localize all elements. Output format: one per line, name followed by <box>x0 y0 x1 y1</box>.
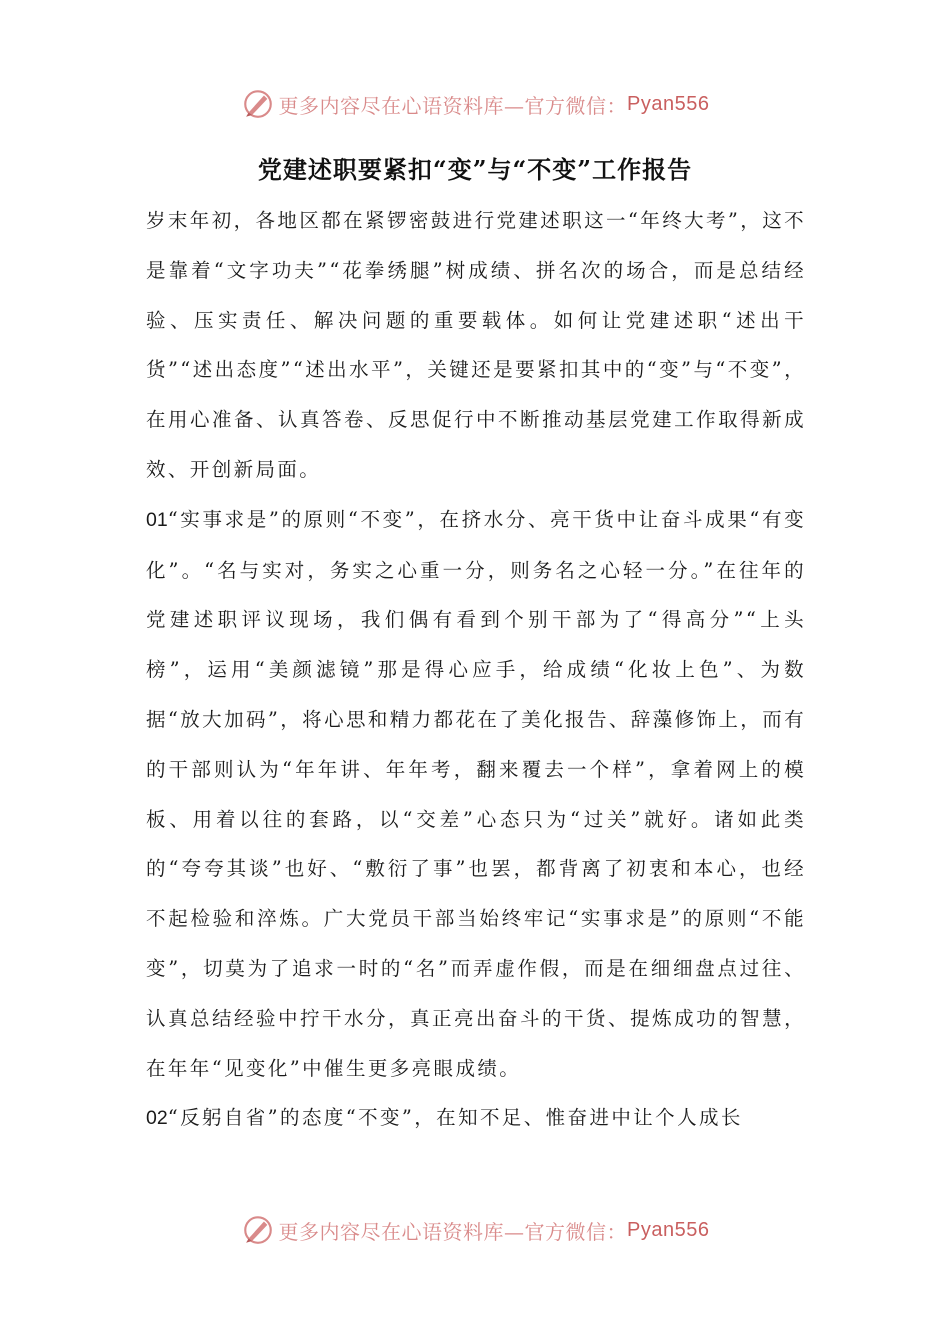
section-paragraph-01 <box>146 495 806 1094</box>
watermark-footer <box>0 1210 950 1250</box>
document-title: 党建述职要紧扣“变”与“不变”工作报告 <box>257 155 693 184</box>
watermark-text: 更多内容尽在心语资料库—官方微信： <box>278 1219 628 1244</box>
document-body <box>146 196 806 1144</box>
section-number: 01 <box>146 508 168 531</box>
watermark-handle: Pyan556 <box>627 1218 710 1241</box>
pen-logo-icon <box>241 87 275 121</box>
section-text: “实事求是”的原则“不变”，在挤水分、亮干货中让奋斗成果“有变化”。“名与实对，务实之心重一分，则务名之心轻一分。”在往年的党建述职评议现场，我们偶有看到个别干部为了“得高分”“上头榜”，运用“美颜滤镜”那是得心应手，给成绩“化妆上色”、为数据“放大加码”，将心思和精力都花在了美化报告、辞藻修饰上，而有的干部则认为“年年讲、年年考，翻来覆去一个样”，拿着网上的模板、用着以往的套路，以“交差”心态只为“过关”就好。诸如此类的“夸夸其谈”也好、“敷衍了事”也罢，都背离了初衷和本心，也经不起检验和淬炼。广大党员干部当始终牢记“实事求是”的原则“不能变”，切莫为了追求一时的“名”而弄虚作假，而是在细细盘点过往、认真总结经验中拧干水分，真正亮出奋斗的干货、提炼成功的智慧，在年年“见变化”中催生更多亮眼成绩。 <box>146 507 806 1080</box>
pen-logo-icon <box>241 1213 275 1247</box>
section-number: 02 <box>146 1107 168 1130</box>
intro-paragraph: 岁末年初，各地区都在紧锣密鼓进行党建述职这一“年终大考”，这不是靠着“文字功夫”“花拳绣腿”树成绩、拼名次的场合，而是总结经验、压实责任、解决问题的重要载体。如何让党建述职“述出干货”“述出态度”“述出水平”，关键还是要紧扣其中的“变”与“不变”，在用心准备、认真答卷、反思促行中不断推动基层党建工作取得新成效、开创新局面。 <box>146 209 806 481</box>
watermark-text: 更多内容尽在心语资料库—官方微信： <box>278 93 628 118</box>
section-paragraph-02 <box>146 1093 806 1144</box>
watermark-handle: Pyan556 <box>627 92 710 115</box>
section-text: “反躬自省”的态度“不变”，在知不足、惟奋进中让个人成长 <box>167 1106 743 1130</box>
watermark-header <box>0 84 950 124</box>
